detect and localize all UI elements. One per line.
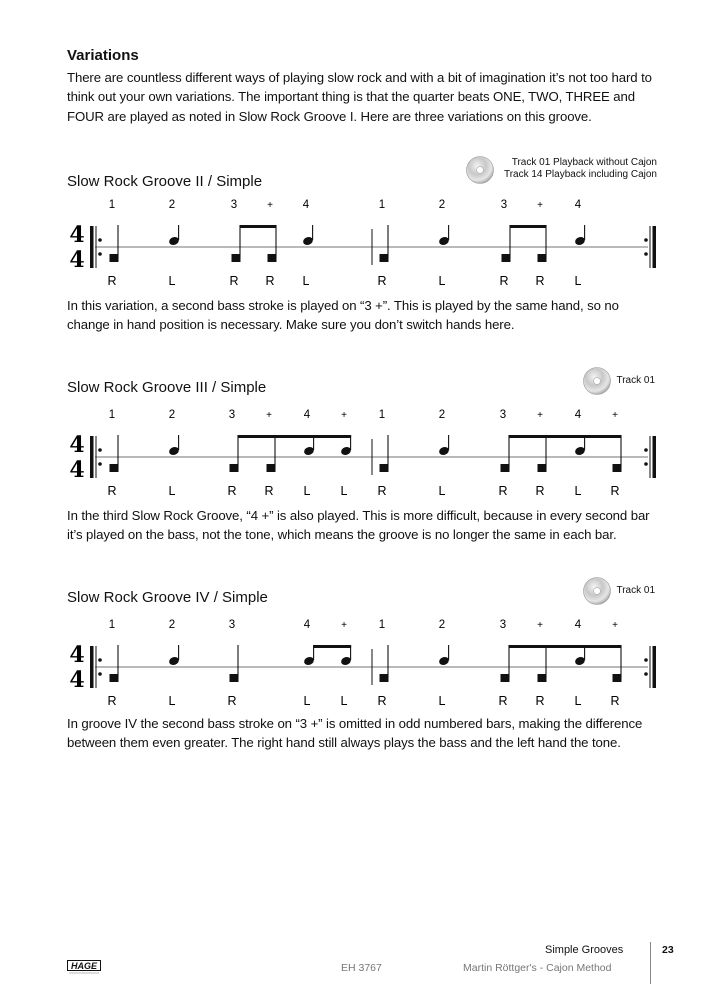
groove-2-notation bbox=[0, 193, 707, 293]
bass-note-head bbox=[380, 464, 389, 472]
beat-count: 1 bbox=[378, 199, 386, 211]
repeat-dot bbox=[98, 252, 102, 256]
note-beam bbox=[313, 645, 351, 648]
groove-4-notation bbox=[0, 613, 707, 713]
track-line: Track 14 Playback including Cajon bbox=[503, 169, 657, 180]
repeat-end-thick-bar bbox=[653, 646, 657, 688]
beat-count: 1 bbox=[378, 409, 386, 421]
repeat-dot bbox=[644, 462, 648, 466]
beat-count: 2 bbox=[438, 199, 446, 211]
beat-count: + bbox=[537, 620, 543, 631]
hand-label: L bbox=[303, 694, 311, 708]
beat-count: 3 bbox=[228, 619, 236, 631]
hand-label: L bbox=[168, 484, 176, 498]
note-beam bbox=[238, 435, 352, 438]
bass-note-head bbox=[267, 464, 276, 472]
note-beam bbox=[240, 225, 277, 228]
note-beam bbox=[509, 645, 622, 648]
hand-label: R bbox=[227, 484, 237, 498]
beat-count: 3 bbox=[499, 619, 507, 631]
bass-note-head bbox=[613, 464, 622, 472]
beat-count: + bbox=[341, 620, 347, 631]
repeat-dot bbox=[644, 238, 648, 242]
beat-count: + bbox=[341, 410, 347, 421]
beat-count: + bbox=[537, 410, 543, 421]
repeat-dot bbox=[644, 658, 648, 662]
hand-label: R bbox=[107, 484, 117, 498]
hand-label: R bbox=[229, 274, 239, 288]
groove-2-title: Slow Rock Groove II / Simple bbox=[67, 173, 263, 190]
track-line: Track 01 bbox=[616, 585, 655, 596]
beat-count: 4 bbox=[574, 409, 582, 421]
time-signature-top: 4 bbox=[69, 642, 85, 668]
time-signature-top: 4 bbox=[69, 432, 85, 458]
groove-2-description: In this variation, a second bass stroke is played on “3 +”. This is played by the same hand, so no change in hand position is necessary. Make sure you don’t switch hands here. bbox=[67, 298, 619, 333]
repeat-start-thick-bar bbox=[90, 226, 94, 268]
beat-count: 3 bbox=[500, 199, 508, 211]
hand-label: L bbox=[168, 694, 176, 708]
bass-note-head bbox=[538, 674, 547, 682]
groove-3-tracks bbox=[616, 375, 655, 387]
footer-divider bbox=[650, 942, 651, 984]
hand-label: L bbox=[438, 694, 446, 708]
repeat-dot bbox=[98, 462, 102, 466]
bass-note-head bbox=[538, 464, 547, 472]
hand-label: L bbox=[574, 484, 582, 498]
beat-count: 3 bbox=[228, 409, 236, 421]
repeat-dot bbox=[98, 238, 102, 242]
hand-label: R bbox=[610, 484, 620, 498]
hand-label: L bbox=[303, 484, 311, 498]
bass-note-head bbox=[538, 254, 547, 262]
hand-label: R bbox=[107, 274, 117, 288]
hand-label: R bbox=[265, 274, 275, 288]
cd-icon bbox=[583, 367, 611, 395]
beat-count: 4 bbox=[574, 619, 582, 631]
hand-label: R bbox=[227, 694, 237, 708]
hand-label: R bbox=[264, 484, 274, 498]
groove-3-notation bbox=[0, 403, 707, 503]
beat-count: 1 bbox=[378, 619, 386, 631]
beat-count: + bbox=[266, 410, 272, 421]
beat-count: 2 bbox=[438, 409, 446, 421]
bass-note-head bbox=[502, 254, 511, 262]
repeat-dot bbox=[98, 672, 102, 676]
hand-label: L bbox=[340, 694, 348, 708]
time-signature-bottom: 4 bbox=[69, 457, 85, 483]
hand-label: L bbox=[574, 274, 582, 288]
beat-count: 4 bbox=[574, 199, 582, 211]
hand-label: R bbox=[377, 274, 387, 288]
beat-count: 3 bbox=[499, 409, 507, 421]
bass-note-head bbox=[268, 254, 277, 262]
beat-count: 2 bbox=[168, 199, 176, 211]
footer-section: Simple Grooves bbox=[545, 944, 624, 956]
repeat-dot bbox=[98, 658, 102, 662]
bass-note-head bbox=[110, 674, 119, 682]
bass-note-head bbox=[501, 674, 510, 682]
hand-label: R bbox=[498, 694, 508, 708]
beat-count: + bbox=[612, 410, 618, 421]
bass-note-head bbox=[232, 254, 241, 262]
hand-label: L bbox=[168, 274, 176, 288]
bass-note-head bbox=[501, 464, 510, 472]
groove-3-title: Slow Rock Groove III / Simple bbox=[67, 379, 267, 396]
repeat-dot bbox=[644, 252, 648, 256]
beat-count: + bbox=[612, 620, 618, 631]
beat-count: 1 bbox=[108, 199, 116, 211]
cd-icon bbox=[583, 577, 611, 605]
publisher-logo bbox=[67, 960, 101, 974]
bass-note-head bbox=[380, 254, 389, 262]
intro-paragraph: There are countless different ways of playing slow rock and with a bit of imagination it’s not too hard to think out your own variations. The important thing is that the quarter beats ONE, TWO, THREE and FOUR are played as noted in Slow Rock Groove I. Here are three variations on this groove. bbox=[67, 70, 652, 124]
hand-label: R bbox=[377, 484, 387, 498]
groove-2-tracks bbox=[504, 157, 657, 181]
beat-count: 4 bbox=[303, 409, 311, 421]
bass-note-head bbox=[230, 674, 239, 682]
hand-label: R bbox=[535, 484, 545, 498]
hand-label: L bbox=[302, 274, 310, 288]
note-beam bbox=[509, 435, 622, 438]
track-line: Track 01 bbox=[616, 375, 655, 386]
beat-count: + bbox=[267, 200, 273, 211]
bass-note-head bbox=[110, 254, 119, 262]
bass-note-head bbox=[110, 464, 119, 472]
note-beam bbox=[510, 225, 547, 228]
bass-note-head bbox=[380, 674, 389, 682]
repeat-dot bbox=[644, 448, 648, 452]
hand-label: R bbox=[610, 694, 620, 708]
hand-label: L bbox=[438, 274, 446, 288]
time-signature-bottom: 4 bbox=[69, 667, 85, 693]
footer-code: EH 3767 bbox=[341, 962, 382, 974]
hand-label: R bbox=[498, 484, 508, 498]
hand-label: R bbox=[107, 694, 117, 708]
repeat-end-thick-bar bbox=[653, 226, 657, 268]
beat-count: 4 bbox=[302, 199, 310, 211]
beat-count: 1 bbox=[108, 619, 116, 631]
beat-count: 3 bbox=[230, 199, 238, 211]
bass-note-head bbox=[613, 674, 622, 682]
footer-book: Martin Röttger's - Cajon Method bbox=[463, 962, 612, 974]
groove-4-tracks bbox=[616, 585, 655, 597]
repeat-end-thick-bar bbox=[653, 436, 657, 478]
time-signature-top: 4 bbox=[69, 222, 85, 248]
page-number: 23 bbox=[662, 944, 674, 956]
repeat-start-thick-bar bbox=[90, 436, 94, 478]
hand-label: R bbox=[377, 694, 387, 708]
groove-3-description: In the third Slow Rock Groove, “4 +” is also played. This is more difficult, because in every second bar it’s played on the bass, not the tone, which means the groove is no longer the same in each bar. bbox=[67, 508, 650, 543]
section-heading: Variations bbox=[67, 47, 139, 64]
hand-label: L bbox=[340, 484, 348, 498]
hand-label: R bbox=[535, 694, 545, 708]
beat-count: 4 bbox=[303, 619, 311, 631]
hand-label: R bbox=[499, 274, 509, 288]
beat-count: 2 bbox=[168, 409, 176, 421]
bass-note-head bbox=[230, 464, 239, 472]
hand-label: L bbox=[574, 694, 582, 708]
hand-label: R bbox=[535, 274, 545, 288]
beat-count: 2 bbox=[168, 619, 176, 631]
cd-icon bbox=[466, 156, 494, 184]
time-signature-bottom: 4 bbox=[69, 247, 85, 273]
publisher-logo-text: HAGE bbox=[70, 961, 98, 971]
beat-count: 1 bbox=[108, 409, 116, 421]
repeat-dot bbox=[98, 448, 102, 452]
repeat-dot bbox=[644, 672, 648, 676]
track-line: Track 01 Playback without Cajon bbox=[511, 157, 657, 168]
beat-count: + bbox=[537, 200, 543, 211]
repeat-start-thick-bar bbox=[90, 646, 94, 688]
groove-4-title: Slow Rock Groove IV / Simple bbox=[67, 589, 268, 606]
hand-label: L bbox=[438, 484, 446, 498]
beat-count: 2 bbox=[438, 619, 446, 631]
groove-4-description: In groove IV the second bass stroke on “3 +” is omitted in odd numbered bars, making the difference between them even greater. The right hand still always plays the bass and the left hand the tone. bbox=[67, 716, 643, 751]
